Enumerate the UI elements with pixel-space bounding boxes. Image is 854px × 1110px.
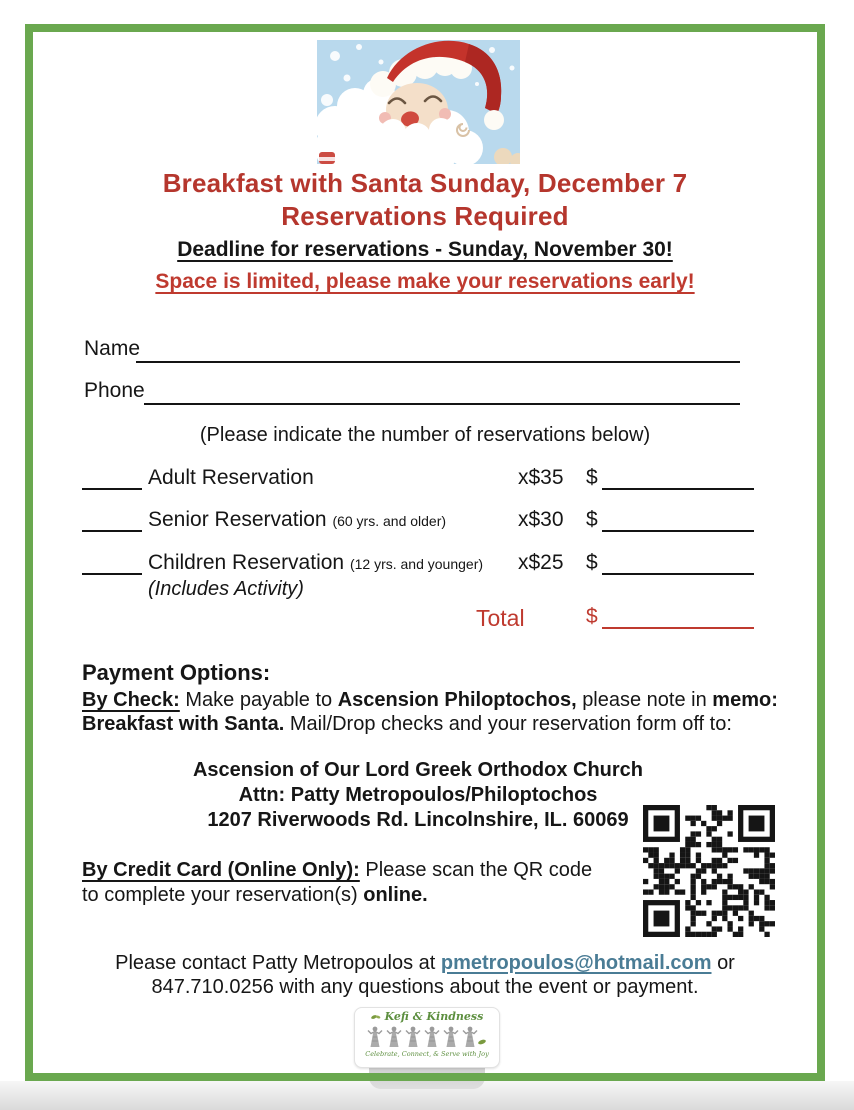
senior-count-line (82, 508, 142, 532)
phone-fill-line (144, 379, 740, 405)
dancers-illustration-icon (366, 1024, 488, 1050)
senior-price: x$30 (518, 508, 564, 531)
page-title-line1: Breakfast with Santa Sunday, December 7 (162, 168, 688, 198)
adult-count-line (82, 466, 142, 490)
page-title-line2: Reservations Required (281, 201, 569, 231)
name-fill-line (136, 337, 740, 363)
adult-amount-line (602, 466, 754, 490)
phone-label: Phone (84, 379, 145, 402)
phone-row (0, 379, 854, 409)
children-age-note: (12 yrs. and younger) (349, 556, 484, 572)
by-check-line2: Breakfast with Santa. Mail/Drop checks and your reservation form off to: (82, 713, 732, 735)
email-link[interactable]: pmetropoulos@hotmail.com (440, 952, 712, 974)
includes-activity-note: (Includes Activity) (148, 578, 304, 600)
children-price: x$25 (518, 551, 564, 574)
senior-dollar-sign: $ (586, 508, 598, 531)
mailing-address-line3: 1207 Riverwoods Rd. Lincolnshire, IL. 60069 (207, 809, 629, 831)
children-amount-line (602, 551, 754, 575)
by-credit-line1: By Credit Card (Online Only): Please scan the QR code (82, 859, 593, 881)
by-credit-label: By Credit Card (Online Only): (82, 859, 360, 881)
senior-label: Senior Reservation (60 yrs. and older) (148, 508, 447, 531)
children-count-line (82, 551, 142, 575)
santa-illustration-icon (317, 40, 520, 164)
total-amount-line (602, 605, 754, 629)
name-label: Name (84, 337, 141, 360)
by-credit-line2: to complete your reservation(s) online. (82, 884, 428, 906)
senior-age-note: (60 yrs. and older) (332, 513, 447, 529)
adult-label: Adult Reservation (148, 466, 314, 489)
total-row (0, 605, 854, 635)
logo-title: Kefi & Kindness (355, 1011, 499, 1023)
space-limited-note: Space is limited, please make your reservations early! (155, 270, 695, 293)
children-label: Children Reservation (12 yrs. and younger) (148, 551, 484, 574)
by-check-label: By Check: (82, 689, 180, 711)
by-check-line1: By Check: Make payable to Ascension Philoptochos, please note in memo: (82, 689, 778, 711)
kefi-kindness-logo (354, 1007, 500, 1068)
reservation-instruction: (Please indicate the number of reservations below) (199, 424, 651, 446)
total-dollar-sign: $ (586, 605, 598, 628)
children-dollar-sign: $ (586, 551, 598, 574)
adult-price: x$35 (518, 466, 564, 489)
mailing-address-line1: Ascension of Our Lord Greek Orthodox Church (192, 759, 644, 781)
senior-amount-line (602, 508, 754, 532)
total-label: Total (476, 605, 525, 631)
logo-tagline: Celebrate, Connect, & Serve with Joy (365, 1050, 489, 1058)
contact-line1: Please contact Patty Metropoulos at pmetropoulos@hotmail.com or (115, 952, 735, 974)
mailing-address-line2: Attn: Patty Metropoulos/Philoptochos (238, 784, 598, 806)
qr-code-icon (643, 805, 775, 937)
olive-sprig-icon (371, 1013, 381, 1021)
deadline-note: Deadline for reservations - Sunday, November 30! (177, 238, 673, 261)
payment-options-heading: Payment Options: (82, 660, 271, 685)
reservation-row-children (0, 551, 854, 581)
adult-dollar-sign: $ (586, 466, 598, 489)
name-row (0, 337, 854, 367)
contact-line2: 847.710.0256 with any questions about the event or payment. (151, 976, 699, 998)
reservation-row-adult (0, 466, 854, 496)
reservation-row-senior (0, 508, 854, 538)
